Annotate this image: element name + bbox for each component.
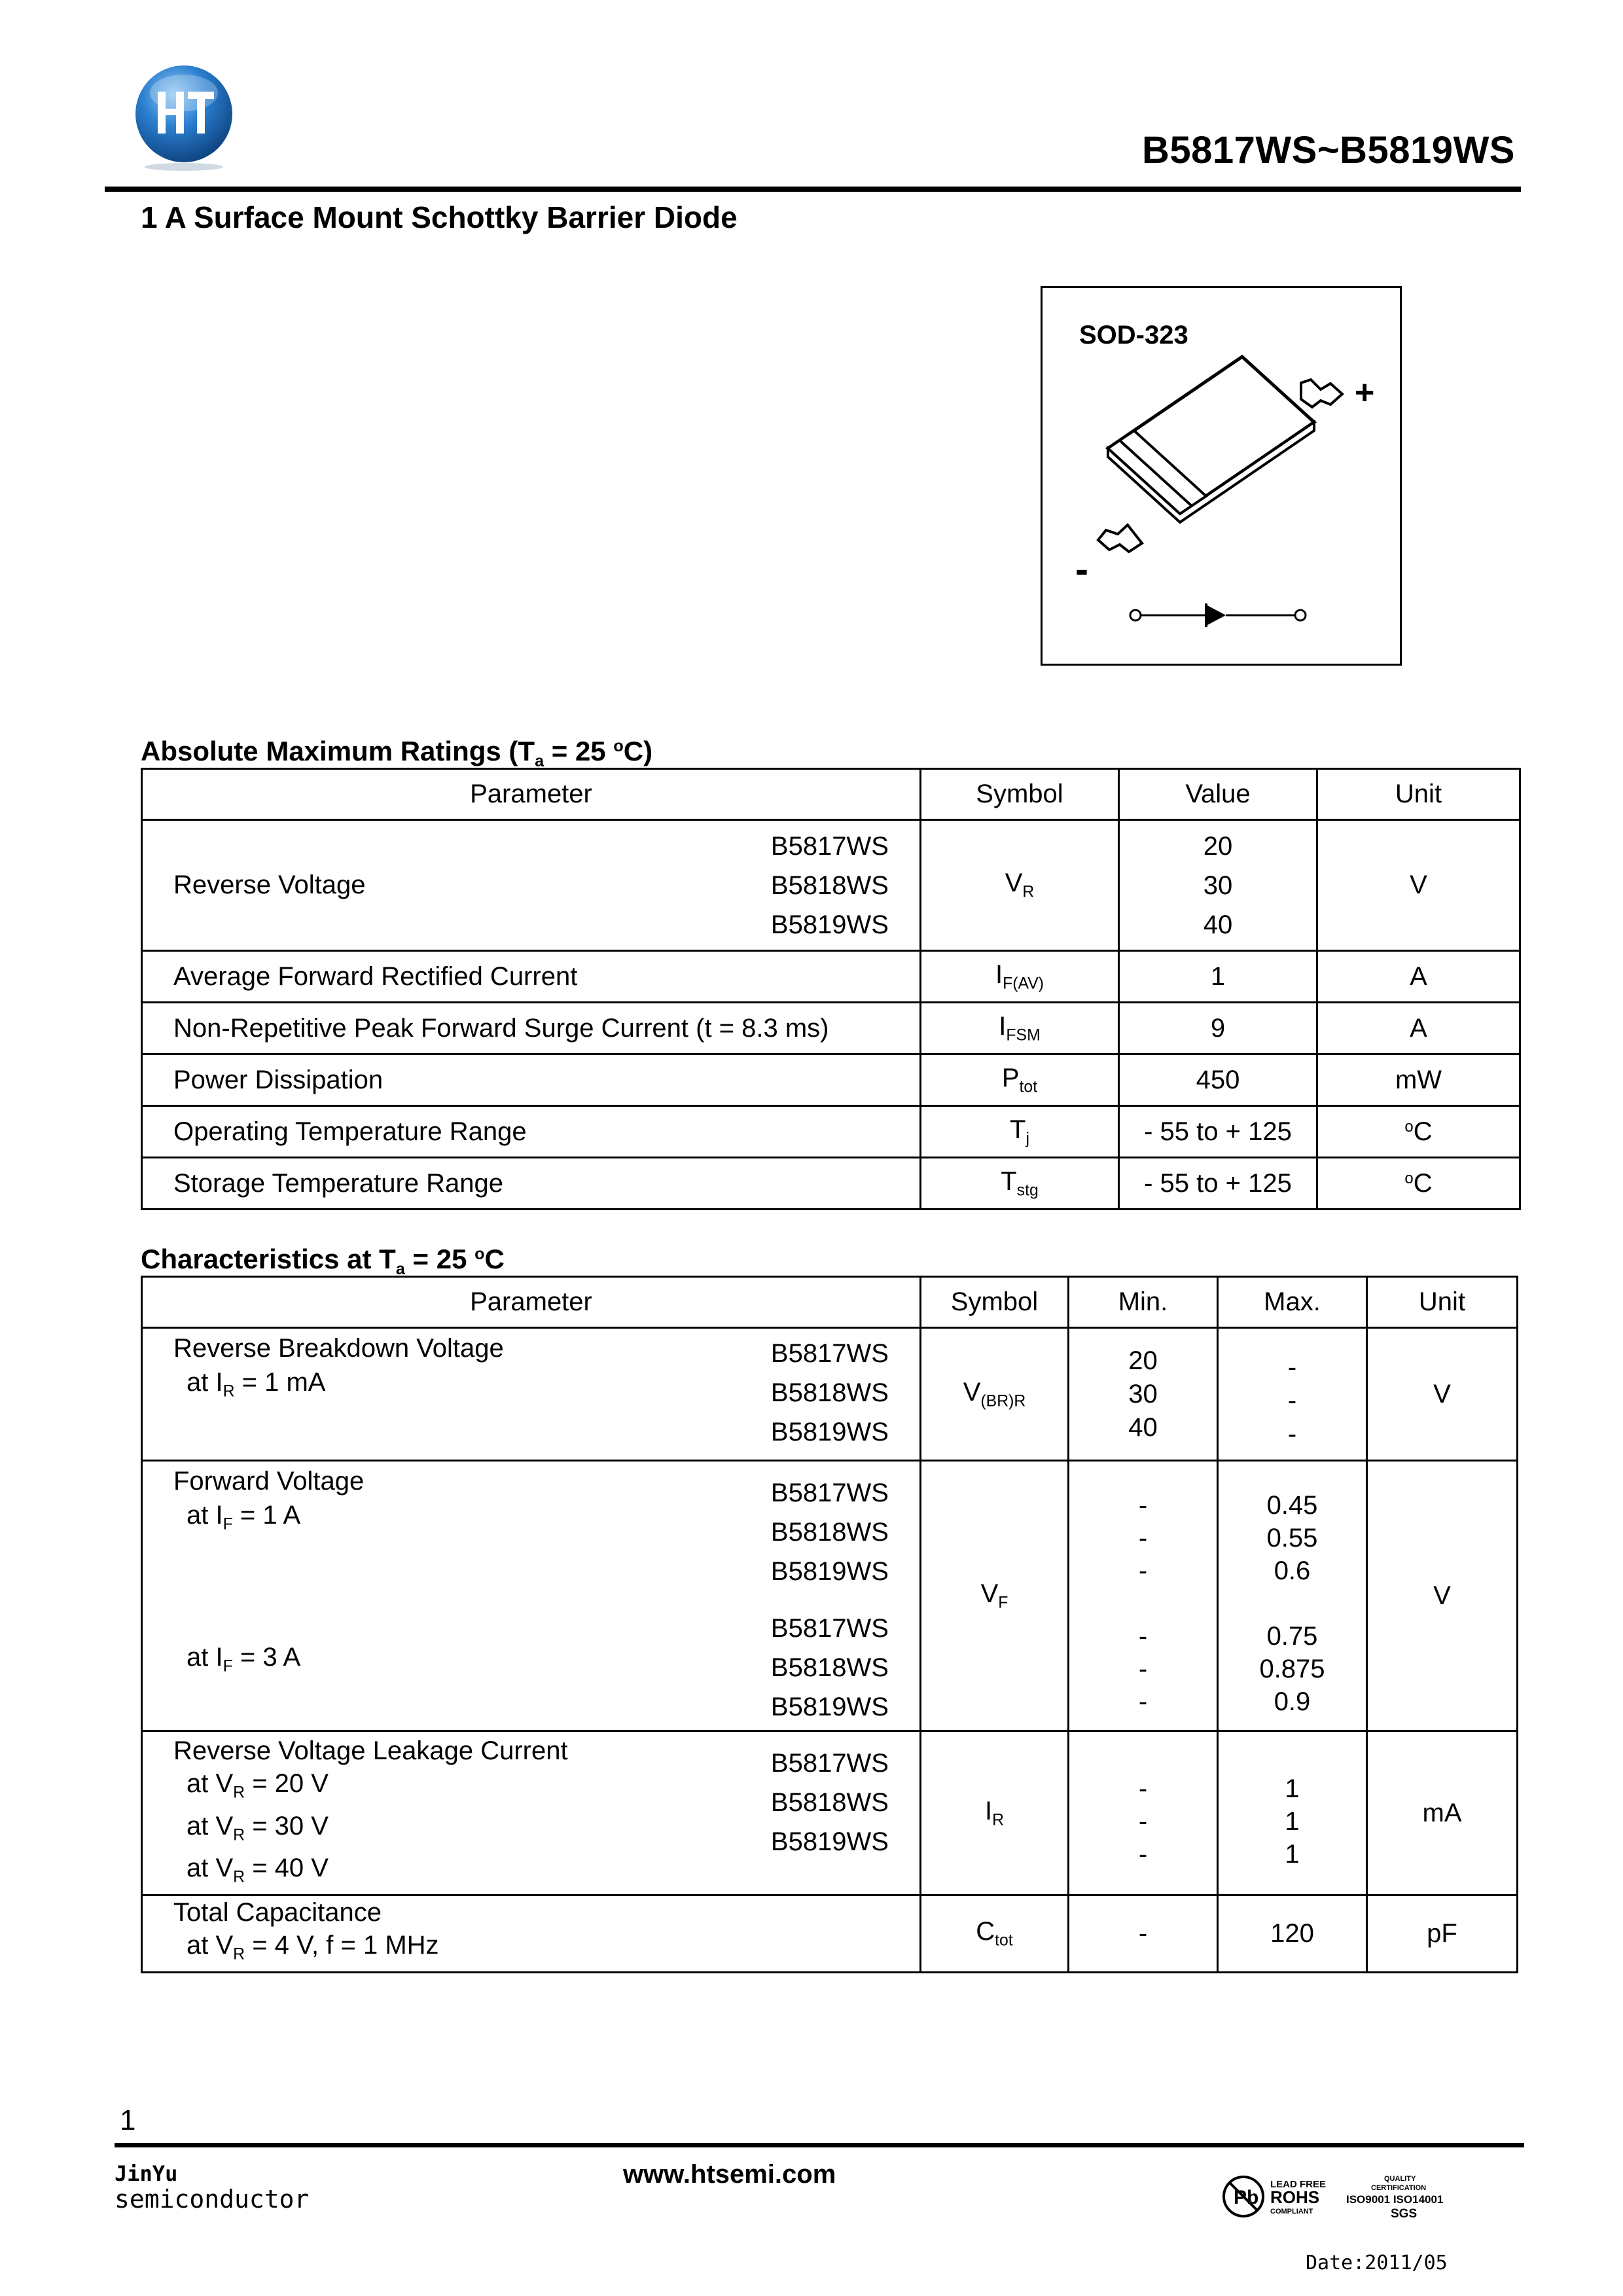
header-value: Value [1119, 769, 1317, 820]
abs-max-table [141, 768, 1521, 1210]
table-row: Average Forward Rectified Current $I_{F(AV)}$ 1 A [142, 951, 1520, 1003]
table-row: Reverse Breakdown Voltage at $I_R = 1$ mA B5817WS B5818WS B5819WS $V_{(BR)R}$ 20 30 40 - - - V [142, 1328, 1518, 1461]
reverse-voltage-values: 20 30 40 [1119, 820, 1317, 951]
table-row: Forward Voltage at $I_F = 1$ A at $I_F = 3$ A B5817WS B5818WS B5819WS B5817WS B5818WS B5819WS $V_F$ - - - - - - 0.45 0.55 0.6 0.75 0.875 0.9 V [142, 1461, 1518, 1731]
diode-symbol [1206, 605, 1226, 626]
footer-rule [115, 2143, 1524, 2147]
package-outline-box [1041, 286, 1402, 666]
svg-text:Pb: Pb [1234, 2187, 1259, 2208]
svg-text:ISO9001 ISO14001: ISO9001 ISO14001 [1346, 2193, 1444, 2206]
cathode-marker: - [1075, 547, 1088, 591]
abs-max-title: Absolute Maximum Ratings ($T_a = 25$ $^o$C) [141, 736, 653, 770]
reverse-voltage-param: Reverse Voltage B5817WS B5818WS B5819WS [142, 820, 921, 951]
table-header-row [142, 769, 1520, 820]
svg-text:QUALITY: QUALITY [1384, 2175, 1416, 2183]
reverse-voltage-unit: V [1317, 820, 1520, 951]
characteristics-title: Characteristics at $T_a = 25$ $^o$C [141, 1244, 505, 1278]
table-row [142, 820, 1520, 951]
table-row: Storage Temperature Range $T_{stg}$ - 55 to + 125 $^o$C [142, 1158, 1520, 1210]
terminal-circle-left [1130, 610, 1141, 620]
header-unit: Unit [1317, 769, 1520, 820]
table-row: Non-Repetitive Peak Forward Surge Current (t = 8.3 ms) $I_{FSM}$ 9 A [142, 1003, 1520, 1054]
part-number-title: B5817WS~B5819WS [1141, 129, 1515, 171]
table-row: Power Dissipation $P_{tot}$ 450 mW [142, 1054, 1520, 1106]
reverse-voltage-symbol: $V_R$ [921, 820, 1119, 951]
table-row: Reverse Voltage Leakage Current at $V_R = 20$ V at $V_R = 30$ V at $V_R = 40$ V B5817WS B5818WS B5819WS $I_R$ - - - 1 1 1 mA [142, 1731, 1518, 1895]
table-header-row: Parameter Symbol Min. Max. Unit [142, 1277, 1518, 1328]
header-rule [105, 187, 1521, 192]
characteristics-table [141, 1276, 1518, 1973]
header-symbol: Symbol [921, 769, 1119, 820]
document-date: Date:2011/05 [1306, 2251, 1448, 2274]
certification-badges [1221, 2168, 1495, 2220]
package-drawing [1043, 288, 1400, 664]
document-subtitle: 1 A Surface Mount Schottky Barrier Diode [141, 200, 738, 234]
table-row: Operating Temperature Range $T_j$ - 55 to + 125 $^o$C [142, 1106, 1520, 1158]
svg-text:CERTIFICATION: CERTIFICATION [1371, 2184, 1427, 2192]
svg-text:ROHS: ROHS [1270, 2187, 1320, 2207]
header-parameter: Parameter [142, 769, 921, 820]
anode-marker: + [1355, 374, 1375, 412]
website-link[interactable]: www.htsemi.com [623, 2160, 836, 2189]
terminal-circle-right [1295, 610, 1306, 620]
package-lead-left [1098, 525, 1142, 552]
page-number: 1 [120, 2104, 136, 2136]
company-name-line2: semiconductor [115, 2185, 310, 2214]
table-row: Total Capacitance at $V_R = 4$ V, f = 1 MHz $C_{tot}$ - 120 pF [142, 1895, 1518, 1973]
svg-text:COMPLIANT: COMPLIANT [1270, 2208, 1313, 2215]
company-logo [133, 60, 235, 171]
package-lead-right [1301, 380, 1342, 407]
svg-text:LEAD FREE: LEAD FREE [1270, 2179, 1327, 2190]
svg-text:SGS: SGS [1391, 2207, 1418, 2220]
company-name-line1: JinYu [115, 2161, 178, 2186]
package-name: SOD-323 [1079, 321, 1188, 350]
